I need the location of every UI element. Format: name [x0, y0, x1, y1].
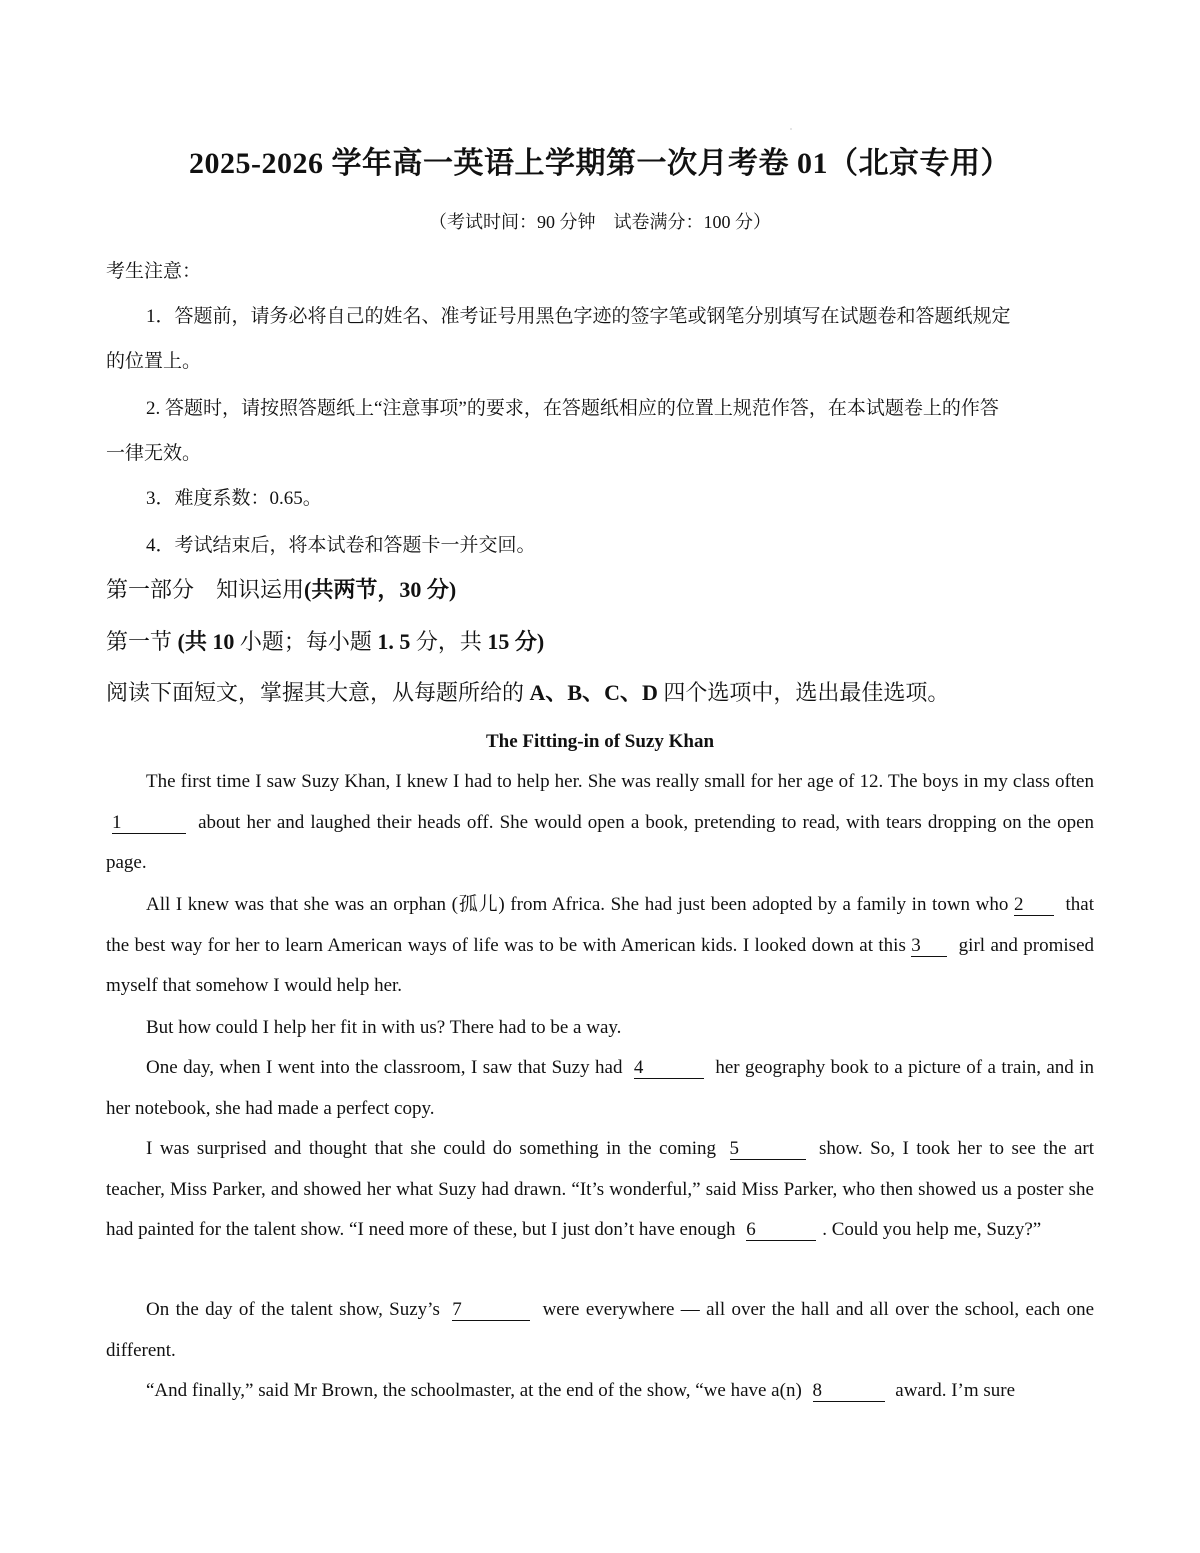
- notice-item-1: 1．答题前，请务必将自己的姓名、准考证号用黑色字迹的签字笔或钢笔分别填写在试题卷和答题纸规定: [146, 306, 1011, 327]
- blank-3: 3: [911, 936, 947, 957]
- paragraph-1: The first time I saw Suzy Khan, I knew I had to help her. She was really small for her age of 12. The boys in my class often 1 about her and laughed their heads off. She would open a book, pretending to read, with tears dropping on the open page.: [106, 771, 1095, 873]
- paragraph-5: I was surprised and thought that she could do something in the coming 5 show. So, I took her to see the art teacher, Miss Parker, and showed her what Suzy had drawn. “It’s wonderful,” said Miss Parker, who then showed us a poster she had painted for the talent show. “I need more of these, but I just don’t have enough 6 . Could you help me, Suzy?”: [106, 1138, 1095, 1240]
- blank-5: 5: [730, 1139, 806, 1160]
- blank-2: 2: [1014, 895, 1054, 916]
- instruction: 阅读下面短文，掌握其大意，从每题所给的 A、B、C、D 四个选项中，选出最佳选项。: [106, 680, 950, 705]
- notice-label: 考生注意：: [106, 261, 202, 282]
- blank-8: 8: [813, 1381, 885, 1402]
- notice-item-2-cont: 一律无效。: [106, 443, 202, 464]
- section-heading: 第一节 (共 10 小题；每小题 1. 5 分，共 15 分): [106, 629, 545, 654]
- exam-duration-and-score: （考试时间：90 分钟 试卷满分：100 分）: [429, 212, 771, 232]
- notice-item-1-cont: 的位置上。: [106, 351, 202, 372]
- exam-title: 2025-2026 学年高一英语上学期第一次月考卷 01（北京专用）: [189, 147, 1011, 180]
- paragraph-2: All I knew was that she was an orphan (孤儿) from Africa. She had just been adopted by a family in town who 2 that the best way for her to learn American ways of life was to be with American kids. I looked down at this 3 girl and promised myself that somehow I would help her.: [106, 894, 1095, 996]
- part-heading: 第一部分 知识运用(共两节，30 分): [106, 577, 457, 602]
- scan-speck: [790, 128, 792, 130]
- blank-6: 6: [746, 1220, 816, 1241]
- notice-item-2: 2. 答题时，请按照答题纸上“注意事项”的要求，在答题纸相应的位置上规范作答，在本试题卷上的作答: [146, 398, 999, 419]
- paragraph-4: One day, when I went into the classroom, I saw that Suzy had 4 her geography book to a picture of a train, and in her notebook, she had made a perfect copy.: [106, 1057, 1095, 1119]
- paragraph-7: “And finally,” said Mr Brown, the schoolmaster, at the end of the show, “we have a(n) 8 award. I’m sure: [146, 1380, 1016, 1401]
- paragraph-3: But how could I help her fit in with us? There had to be a way.: [146, 1017, 622, 1038]
- notice-item-4: 4．考试结束后，将本试卷和答题卡一并交回。: [146, 535, 536, 556]
- paragraph-6: On the day of the talent show, Suzy’s 7 were everywhere — all over the hall and all over the school, each one different.: [106, 1299, 1095, 1361]
- blank-1: 1: [112, 813, 186, 834]
- blank-4: 4: [634, 1058, 704, 1079]
- passage-title: The Fitting-in of Suzy Khan: [485, 731, 715, 752]
- blank-7: 7: [452, 1300, 530, 1321]
- notice-item-3: 3．难度系数：0.65。: [146, 488, 322, 509]
